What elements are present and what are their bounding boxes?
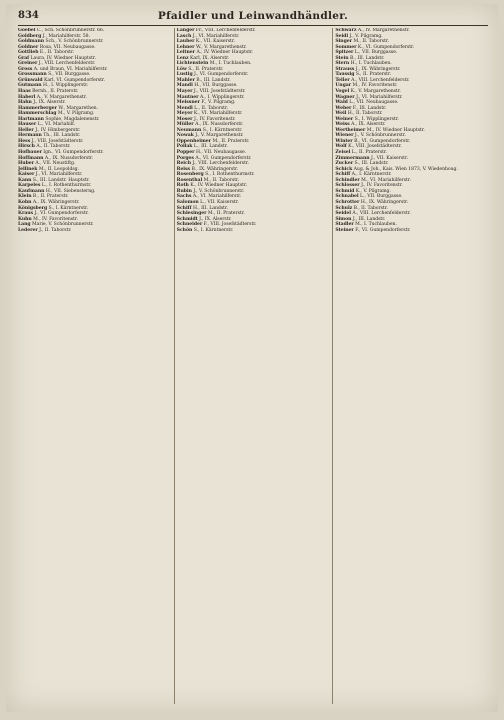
- entry-name: Simon: [335, 216, 352, 222]
- entry-name: Zeisel: [335, 150, 351, 156]
- entry-details: A., VIII. Lerchenfelderstr.: [352, 211, 411, 217]
- entry-details: K., V. Margarethenstr.: [350, 89, 401, 95]
- entry-name: Rosenberg: [176, 172, 204, 178]
- entry-details: J., VI. Mariahilferstr.: [356, 94, 403, 100]
- entry-details: L., VII. Kaiserstr.: [200, 199, 239, 205]
- entry-name: Löw: [176, 66, 187, 72]
- entry-name: Schwarz: [335, 28, 357, 33]
- entry-name: Ungar: [335, 83, 352, 89]
- entry-name: Haas: [18, 89, 31, 95]
- entry-name: Mandl: [176, 83, 193, 89]
- entry-details: H., VII. Neubaugasse.: [195, 150, 247, 156]
- entry-details: M., II. Taborstr.: [353, 39, 389, 45]
- entry-details: B., III. Landstr.: [196, 77, 231, 83]
- entry-details: J., VI. Mariahilferstr.: [35, 172, 83, 178]
- entry-details: Sch., V. Schönbrunnerstr.: [45, 39, 104, 45]
- entry-details: C., Sch. Schönbrunnerstr. 66.: [36, 28, 105, 33]
- entry-details: M., II. Leopoldsg.: [38, 166, 79, 172]
- entry-name: Greiner: [18, 61, 38, 67]
- entry-details: Karl, IX. Alserstr.: [190, 55, 230, 61]
- entry-details: A. und Braun, VI. Mariahilferstr.: [33, 66, 108, 72]
- entry-name: Wald: [335, 100, 348, 106]
- entry-details: A., I. Wipplingerstr.: [199, 94, 245, 100]
- entry-details: B., VI. Gumpendorferstr.: [354, 138, 411, 144]
- entry-details: Rosa, VII. Neubaugasse.: [39, 44, 96, 50]
- entry-name: Schindler: [335, 177, 360, 183]
- entry-name: Haberl: [18, 94, 36, 100]
- entry-name: Lehner: [176, 44, 195, 50]
- entry-details: Sophie, Magdalenenstr.: [45, 116, 100, 122]
- entry-name: Schrotter: [335, 199, 360, 205]
- entry-details: A., IX. Alserstr.: [351, 122, 386, 128]
- entry-name: Spitzer: [335, 50, 354, 56]
- entry-details: K., VIII. Josefstädterstr.: [348, 144, 402, 150]
- entry-details: Ign., VI. Gumpendorferstr.: [43, 150, 104, 156]
- entry-name: Hess: [18, 138, 31, 144]
- entry-name: Nowak: [176, 133, 194, 139]
- entry-details: A., II. Taborstr.: [36, 144, 71, 150]
- entry-name: Grossmann: [18, 72, 47, 78]
- entry-name: Lang: [18, 222, 31, 228]
- entry-details: J., VII. Kaiserstr.: [370, 155, 409, 161]
- directory-entry: [177, 228, 330, 234]
- entry-details: A., VI. Mariahilferstr.: [192, 194, 242, 200]
- entry-name: Weber: [335, 105, 352, 111]
- entry-details: S., III. Landstr.: [354, 161, 389, 167]
- directory-entry: [335, 228, 488, 234]
- entry-details: L., VII. Neubaugasse.: [349, 100, 399, 106]
- entry-details: M., VI. Mariahilferstr.: [361, 177, 411, 183]
- entry-name: Königsberg: [18, 205, 48, 211]
- entry-name: Huber: [18, 161, 34, 167]
- entry-name: Heller: [18, 127, 34, 133]
- entry-name: Goldmann: [18, 39, 45, 45]
- entry-details: J., V. Pilgramg.: [349, 33, 383, 39]
- entry-name: Schiff: [176, 205, 192, 211]
- entry-details: Aug. & Joh., Kais. Wien 1873, V. Wiedenhoug.: [353, 166, 458, 172]
- entry-name: Goebel: [18, 28, 36, 33]
- entry-details: F., V. Pilgramg.: [201, 100, 236, 106]
- entry-details: S., III. Landstr. Hauptstr.: [32, 177, 90, 183]
- entry-name: Sommer: [335, 44, 357, 50]
- entry-details: Th., III. Landstr.: [43, 133, 81, 139]
- entry-name: Schmid: [335, 188, 355, 194]
- entry-details: B., III. Landstr.: [349, 55, 385, 61]
- entry-details: A., IX. Nussdorferstr.: [195, 122, 244, 128]
- entry-name: Karpeles: [18, 183, 41, 189]
- entry-name: Graf: [18, 55, 30, 61]
- entry-name: Weil: [335, 111, 347, 117]
- entry-details: H., VII. Siebensterng.: [45, 188, 96, 194]
- entry-name: Schneider: [176, 222, 203, 228]
- entry-name: Moser: [176, 116, 193, 122]
- entry-name: Hauser: [18, 122, 37, 128]
- entry-name: Hammerschlag: [18, 111, 57, 117]
- entry-name: Oppenheimer: [176, 138, 212, 144]
- entry-details: M., I. Tuchlauben.: [209, 61, 252, 67]
- entry-details: H., I. Wipplingerstr.: [42, 83, 89, 89]
- entry-details: A., IV. Wiedner Hauptstr.: [196, 50, 254, 56]
- entry-details: A., I. Kärntnerstr.: [351, 172, 392, 178]
- page-header: [18, 10, 488, 24]
- entry-details: J., IX. Alserstr.: [33, 100, 66, 106]
- entry-details: K., VII. Kaiserstr.: [195, 39, 235, 45]
- entry-details: B., II. Praterstr.: [32, 194, 69, 200]
- entry-name: Seidel: [335, 211, 351, 217]
- column-1: [18, 28, 171, 704]
- entry-name: Neumann: [176, 127, 202, 133]
- entry-name: Meyer: [176, 111, 193, 117]
- entry-details: K., IV. Wiedner Hauptstr.: [190, 183, 248, 189]
- entry-name: Kaufmann: [18, 188, 45, 194]
- entry-name: Mayer: [176, 89, 193, 95]
- entry-details: F., VIII. Josefstädterstr.: [203, 222, 257, 228]
- column-2: [174, 28, 330, 704]
- directory-columns: [18, 28, 488, 704]
- entry-details: M., IV. Favoritenstr.: [33, 216, 78, 222]
- entry-details: Marie, V. Schönbrunnerstr.: [31, 222, 94, 228]
- entry-details: M., IV. Favoritenstr.: [352, 83, 398, 89]
- entry-details: S., I. Wipplingerstr.: [354, 116, 399, 122]
- entry-name: Strauss: [335, 66, 355, 72]
- entry-details: J., VI. Gumpendorferstr.: [194, 72, 249, 78]
- entry-details: L., VII. Burggasse.: [360, 194, 403, 200]
- entry-details: M., V. Pilgramg.: [57, 111, 95, 117]
- entry-name: Schick: [335, 166, 353, 172]
- entry-details: L., I. Rothenthurmstr.: [41, 183, 92, 189]
- entry-name: Kohn: [18, 199, 32, 205]
- entry-details: M., I. Tuchlauben.: [355, 222, 397, 228]
- entry-name: Mendl: [176, 105, 193, 111]
- entry-details: K., V. Pilgramg.: [355, 188, 391, 194]
- entry-details: J., IX. Alserstr.: [199, 216, 232, 222]
- entry-name: Seidl: [335, 33, 349, 39]
- entry-name: Meissner: [176, 100, 200, 106]
- entry-details: A., IV. Margarethenstr.: [357, 28, 410, 33]
- entry-name: Vogel: [335, 89, 350, 95]
- entry-details: J., V. Margarethenstr.: [195, 133, 244, 139]
- entry-details: H., III. Landstr.: [192, 205, 228, 211]
- entry-name: Jellinek: [18, 166, 38, 172]
- entry-name: Lederer: [18, 227, 38, 233]
- entry-details: K., VI. Mariahilferstr.: [193, 111, 243, 117]
- entry-details: A., VI. Gumpendorferstr.: [195, 155, 252, 161]
- entry-name: Stadler: [335, 222, 354, 228]
- entry-name: Goldberg: [18, 33, 42, 39]
- entry-details: A., IX. Nussdorferstr.: [44, 155, 94, 161]
- entry-details: S., I. Kärntnerstr.: [202, 127, 243, 133]
- entry-details: J., III. Landstr.: [352, 216, 386, 222]
- column-3: [332, 28, 488, 704]
- entry-details: K., VI. Gumpendorferstr.: [357, 44, 415, 50]
- entry-name: Gross: [18, 66, 33, 72]
- entry-name: Mautner: [176, 94, 199, 100]
- page-title: Pfaidler und Leinwandhändler.: [157, 10, 349, 22]
- entry-details: A., IX. Währingerstr.: [32, 199, 80, 205]
- entry-details: J., IX. Währingerstr.: [355, 66, 401, 72]
- entry-name: Wolf: [335, 144, 347, 150]
- entry-name: Schmidt: [176, 216, 198, 222]
- entry-details: Laura, IV. Wiedner Hauptstr.: [30, 55, 96, 61]
- entry-name: Schnabel: [335, 194, 359, 200]
- entry-details: S., I. Kärntnerstr.: [193, 227, 234, 233]
- entry-details: W., V. Margarethenstr.: [195, 44, 247, 50]
- entry-details: S., I. Rothenthurmstr.: [205, 172, 255, 178]
- entry-details: W., Margarethen.: [58, 105, 99, 111]
- entry-details: J., VI. Mariahilferstr.: [192, 33, 240, 39]
- entry-details: J., V. Schönbrunnerstr.: [354, 133, 406, 139]
- entry-name: Stein: [335, 55, 349, 61]
- entry-details: Karl, VI. Gumpendorferstr.: [43, 77, 105, 83]
- entry-name: Hermann: [18, 133, 42, 139]
- entry-name: Goldner: [18, 44, 39, 50]
- entry-details: J., II. Taborstr.: [39, 227, 72, 233]
- entry-details: H., II. Taborstr.: [347, 111, 383, 117]
- entry-name: Schiff: [335, 172, 351, 178]
- entry-name: Salomon: [176, 199, 199, 205]
- entry-name: Klein: [18, 194, 32, 200]
- entry-details: H., I. Tuchlauben.: [350, 61, 392, 67]
- entry-details: Bernh., II. Praterstr.: [32, 89, 79, 95]
- entry-details: F., III. Landstr.: [352, 105, 387, 111]
- entry-details: L., II. Praterstr.: [351, 150, 387, 156]
- entry-name: Winter: [335, 138, 353, 144]
- entry-details: F., VI. Gumpendorferstr.: [355, 227, 411, 233]
- entry-details: S., II. Praterstr.: [188, 66, 224, 72]
- entry-details: L., III. Landstr.: [193, 144, 228, 150]
- entry-name: Hammerberger: [18, 105, 57, 111]
- entry-name: Stern: [335, 61, 350, 67]
- entry-name: Lustig: [176, 72, 193, 78]
- entry-details: S., VII. Burggasse.: [48, 72, 91, 78]
- entry-details: L., VII. Burggasse.: [354, 50, 398, 56]
- entry-name: Gutmann: [18, 83, 42, 89]
- entry-details: S., II. Praterstr.: [355, 72, 391, 78]
- entry-name: Reich: [176, 161, 192, 167]
- entry-details: J., VIII. Josefstädterstr.: [193, 89, 246, 95]
- directory-entry: [18, 228, 171, 234]
- entry-details: J., IV. Favoritenstr.: [193, 116, 236, 122]
- entry-name: Taussig: [335, 72, 355, 78]
- entry-details: A., V. Margarethenstr.: [36, 94, 87, 100]
- entry-name: Hofbauer: [18, 150, 42, 156]
- entry-details: B., IX. Währingerstr.: [191, 166, 239, 172]
- entry-details: M., II. Praterstr.: [207, 211, 245, 217]
- entry-details: M., II. Taborstr.: [203, 177, 240, 183]
- entry-name: Schulz: [335, 205, 353, 211]
- entry-name: Leitner: [176, 50, 196, 56]
- entry-details: M., II. Praterstr.: [212, 138, 250, 144]
- entry-name: Schlosser: [335, 183, 360, 189]
- entry-details: Fr., VIII. Lerchenfelderstr.: [195, 28, 256, 33]
- entry-details: H., IX. Währingerstr.: [360, 199, 409, 205]
- entry-name: Grünwald: [18, 77, 43, 83]
- entry-name: Weiner: [335, 116, 354, 122]
- entry-name: Müller: [176, 122, 194, 128]
- entry-name: Wertheimer: [335, 127, 366, 133]
- entry-name: Kraus: [18, 211, 34, 217]
- entry-name: Rosenthal: [176, 177, 203, 183]
- entry-details: M., IV. Wiedner Hauptstr.: [366, 127, 425, 133]
- entry-details: A., VII. Neustiftg.: [35, 161, 76, 167]
- entry-name: Kaiser: [18, 172, 35, 178]
- entry-name: Pollak: [176, 144, 193, 150]
- entry-name: Hartmann: [18, 116, 44, 122]
- entry-name: Hirsch: [18, 144, 35, 150]
- entry-details: J., VIII. Josefstädterstr.: [31, 138, 84, 144]
- entry-name: Schlesinger: [176, 211, 207, 217]
- entry-name: Lauber: [176, 39, 195, 45]
- entry-name: Kuhn: [18, 216, 32, 222]
- entry-name: Zucker: [335, 161, 354, 167]
- entry-name: Hahn: [18, 100, 32, 106]
- entry-name: Wiener: [335, 133, 354, 139]
- entry-name: Kann: [18, 177, 32, 183]
- entry-name: Lasch: [176, 33, 192, 39]
- entry-name: Schön: [176, 227, 193, 233]
- page-number: 834: [18, 10, 39, 21]
- entry-name: Gottlieb: [18, 50, 39, 56]
- entry-name: Singer: [335, 39, 353, 45]
- entry-name: Reiss: [176, 166, 191, 172]
- entry-name: Steiner: [335, 227, 354, 233]
- entry-name: Mahler: [176, 77, 195, 83]
- entry-details: L., II. Taborstr.: [194, 105, 228, 111]
- entry-details: J., VI. Gumpendorferstr.: [34, 211, 89, 217]
- header-rule: [18, 25, 488, 26]
- entry-details: L., VI. Mariahilf.: [37, 122, 76, 128]
- entry-details: B., II. Taborstr.: [353, 205, 388, 211]
- entry-details: J., IV. Favoritenstr.: [361, 183, 403, 189]
- entry-details: J., VIII. Lerchenfelderstr.: [38, 61, 96, 67]
- entry-details: J., Mariahilferstr. 58.: [42, 33, 90, 39]
- entry-name: Hoffmann: [18, 155, 44, 161]
- entry-name: Roth: [176, 183, 189, 189]
- entry-name: Wagner: [335, 94, 355, 100]
- entry-details: H., VII. Burggasse.: [194, 83, 238, 89]
- entry-details: J., VIII. Lerchenfelderstr.: [192, 161, 249, 167]
- entry-details: E., II. Taborstr.: [39, 50, 75, 56]
- entry-name: Weiss: [335, 122, 350, 128]
- entry-details: A., VIII. Lerchenfelderstr.: [351, 77, 410, 83]
- entry-name: Lenz: [176, 55, 189, 61]
- entry-name: Lichtenstein: [176, 61, 209, 67]
- entry-name: Sachs: [176, 194, 192, 200]
- entry-details: S., I. Kärntnerstr.: [48, 205, 89, 211]
- entry-name: Langer: [176, 28, 195, 33]
- entry-name: Zimmermann: [335, 155, 370, 161]
- entry-name: Teller: [335, 77, 350, 83]
- entry-name: Rubin: [176, 188, 192, 194]
- entry-details: J., IV. Himbergerstr.: [35, 127, 81, 133]
- entry-name: Porges: [176, 155, 194, 161]
- entry-details: J., V. Schönbrunnerstr.: [193, 188, 245, 194]
- entry-name: Popper: [176, 150, 195, 156]
- directory-page: [6, 4, 498, 712]
